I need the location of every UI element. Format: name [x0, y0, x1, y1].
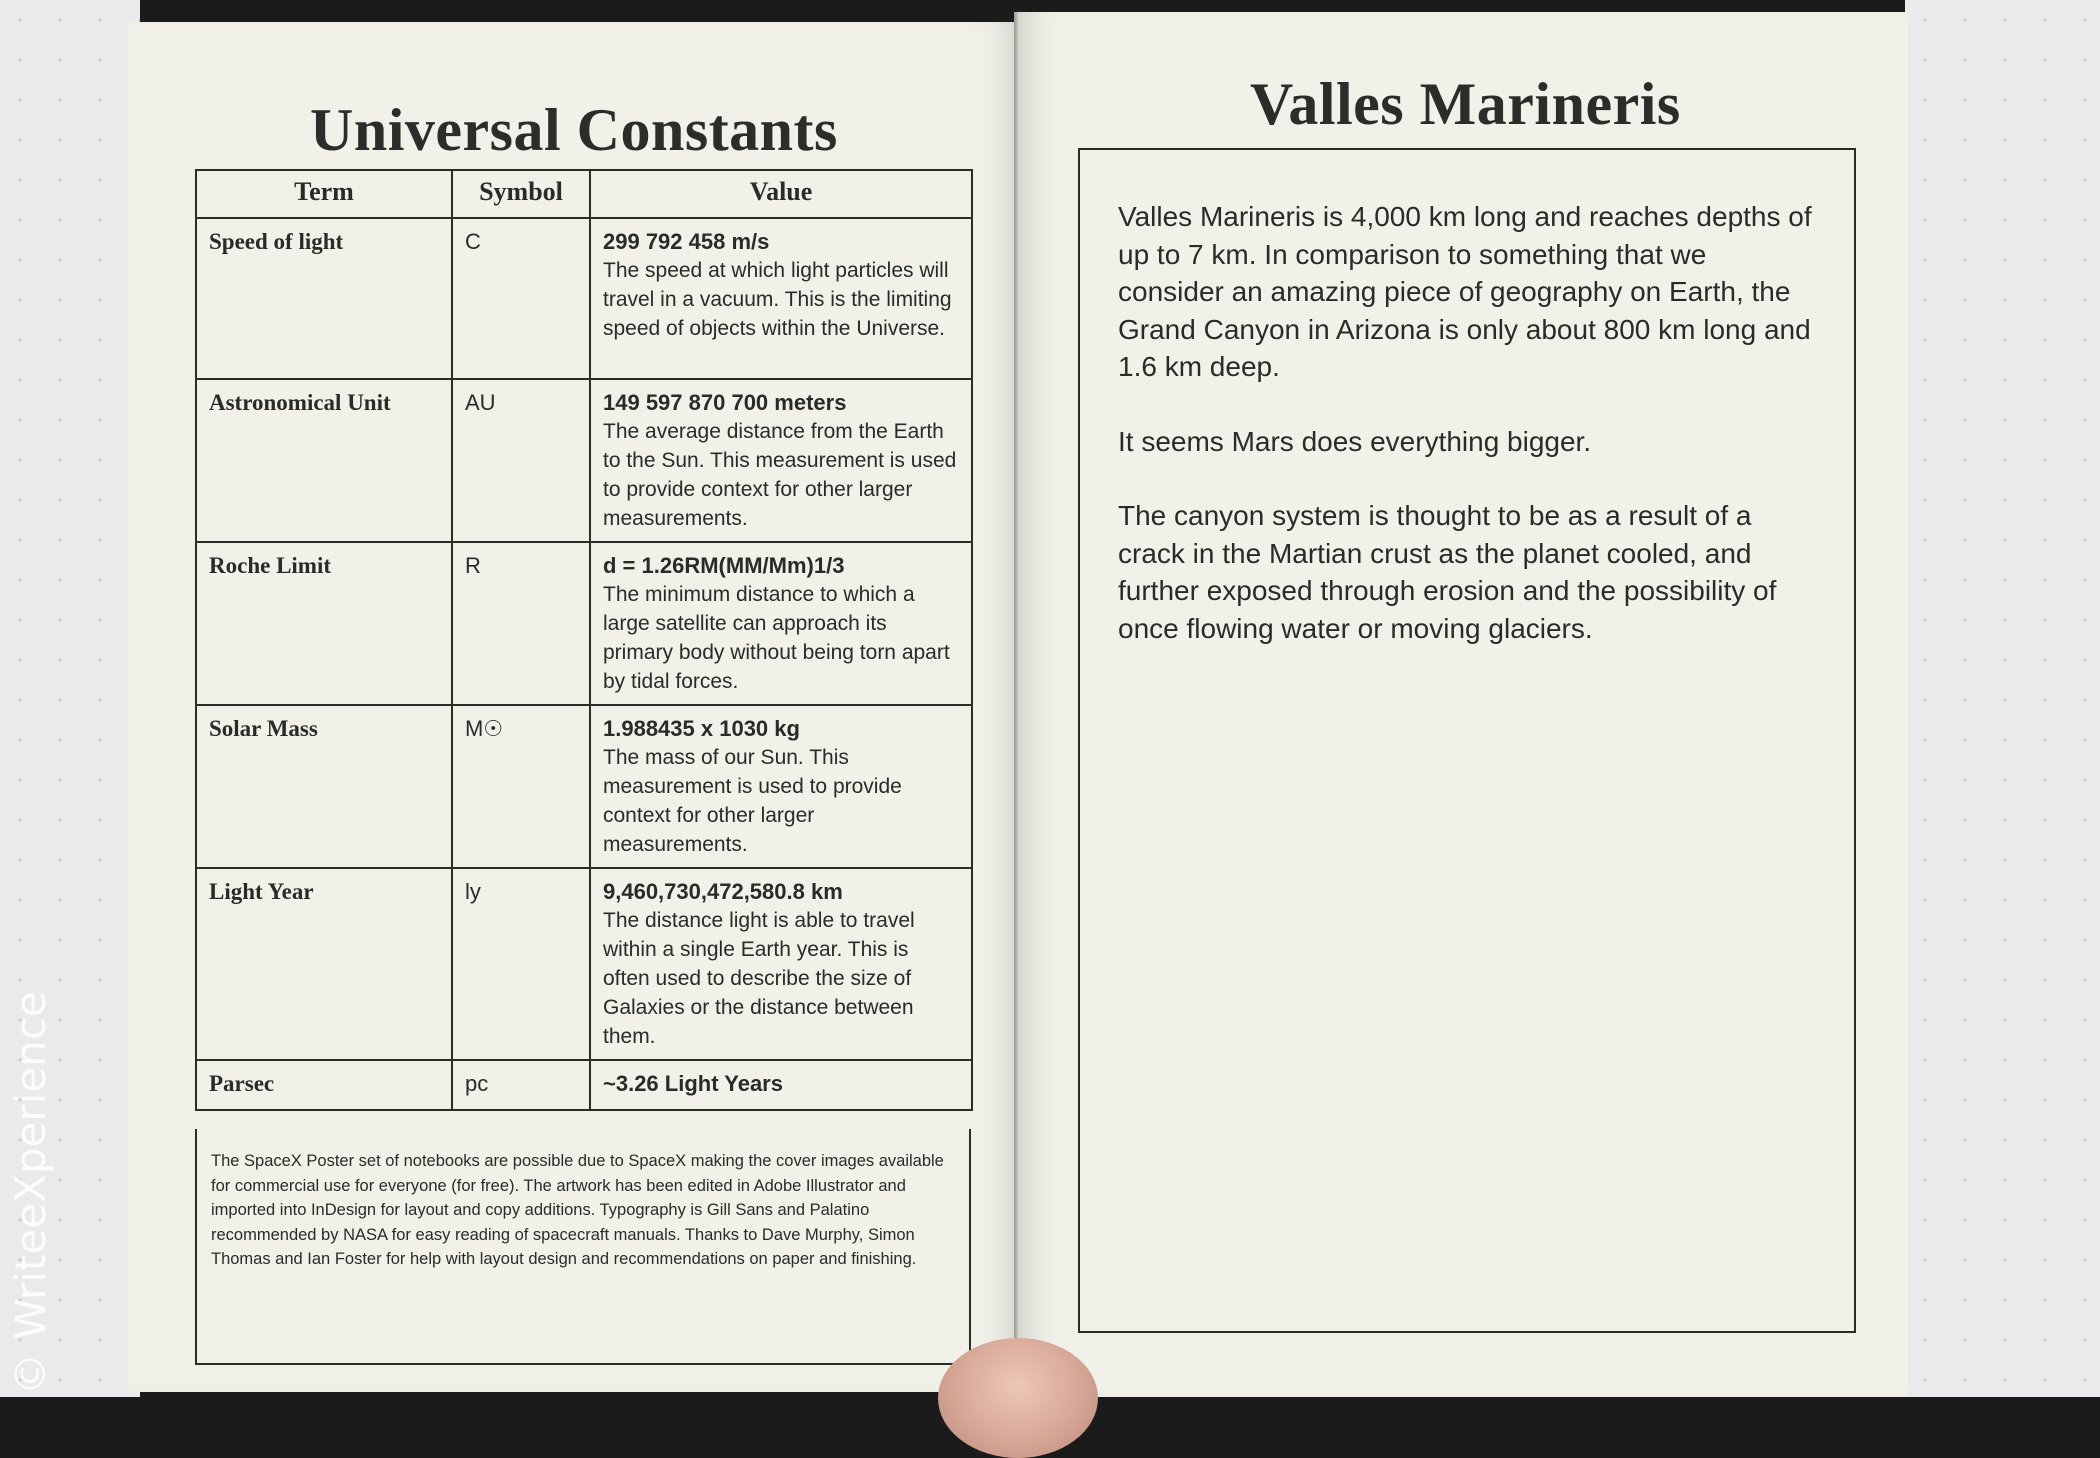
table-row — [196, 218, 972, 379]
value-figure: 299 792 458 m/s — [603, 229, 770, 254]
left-page-title: Universal Constants — [310, 97, 838, 163]
column-header-symbol: Symbol — [452, 170, 590, 218]
table-row — [196, 379, 972, 542]
symbol-cell: C — [452, 218, 590, 379]
copyright-watermark: © WriteeXperience — [6, 991, 55, 1395]
term-cell: Solar Mass — [196, 705, 452, 868]
value-cell — [590, 379, 972, 542]
table-row — [196, 542, 972, 705]
value-description: The distance light is able to travel within a single Earth year. This is often used to describe the size of Galaxies or the distance between them. — [603, 909, 915, 1048]
value-cell — [590, 705, 972, 868]
table-row — [196, 705, 972, 868]
value-description: The mass of our Sun. This measurement is used to provide context for other larger measurements. — [603, 746, 902, 856]
symbol-cell: ly — [452, 868, 590, 1060]
value-figure: 1.988435 x 1030 kg — [603, 716, 800, 741]
term-cell: Astronomical Unit — [196, 379, 452, 542]
left-page — [128, 22, 1020, 1392]
value-description: The speed at which light particles will travel in a vacuum. This is the limiting speed of objects within the Universe. — [603, 259, 952, 340]
notebook-backing-right — [1905, 0, 2100, 1397]
roche-limit-formula: d = 1.26RM(MM/Mm)1/3 — [603, 553, 845, 578]
value-figure: 9,460,730,472,580.8 km — [603, 879, 843, 904]
column-header-value: Value — [590, 170, 972, 218]
symbol-cell: pc — [452, 1060, 590, 1110]
article-box — [1078, 148, 1856, 1333]
constants-table — [195, 169, 973, 1111]
right-page — [1018, 12, 1908, 1397]
value-figure: ~3.26 Light Years — [603, 1071, 783, 1096]
credits-footnote: The SpaceX Poster set of notebooks are possible due to SpaceX making the cover images available for commercial use for everyone (for free). The artwork has been edited in Adobe Illustrator and imported into InDesign for layout and copy additions. Typography is Gill Sans and Palatino recommended by NASA for easy reading of spacecraft manuals. Thanks to Dave Murphy, Simon Thomas and Ian Foster for help with layout design and recommendations on paper and finishing. — [195, 1129, 971, 1365]
symbol-cell: R — [452, 542, 590, 705]
value-figure: 149 597 870 700 meters — [603, 390, 847, 415]
article-paragraph: It seems Mars does everything bigger. — [1118, 425, 1592, 457]
term-cell: Roche Limit — [196, 542, 452, 705]
column-header-term: Term — [196, 170, 452, 218]
symbol-cell: AU — [452, 379, 590, 542]
value-description: The minimum distance to which a large satellite can approach its primary body without being torn apart by tidal forces. — [603, 583, 950, 693]
term-cell: Parsec — [196, 1060, 452, 1110]
right-page-title: Valles Marineris — [1250, 71, 1681, 137]
value-description: The average distance from the Earth to the Sun. This measurement is used to provide context for other larger measurements. — [603, 420, 957, 530]
thumb — [938, 1338, 1098, 1458]
symbol-cell: M☉ — [452, 705, 590, 868]
term-cell: Light Year — [196, 868, 452, 1060]
article-paragraph: Valles Marineris is 4,000 km long and reaches depths of up to 7 km. In comparison to something that we consider an amazing piece of geography on Earth, the Grand Canyon in Arizona is only about 800 km long and 1.6 km deep. — [1118, 201, 1812, 382]
article-paragraph: The canyon system is thought to be as a result of a crack in the Martian crust as the planet cooled, and further exposed through erosion and the possibility of once flowing water or moving glaciers. — [1118, 500, 1777, 644]
value-cell — [590, 868, 972, 1060]
table-row — [196, 1060, 972, 1110]
term-cell: Speed of light — [196, 218, 452, 379]
table-header-row — [196, 170, 972, 218]
value-cell — [590, 1060, 972, 1110]
value-cell — [590, 542, 972, 705]
value-cell — [590, 218, 972, 379]
table-row — [196, 868, 972, 1060]
